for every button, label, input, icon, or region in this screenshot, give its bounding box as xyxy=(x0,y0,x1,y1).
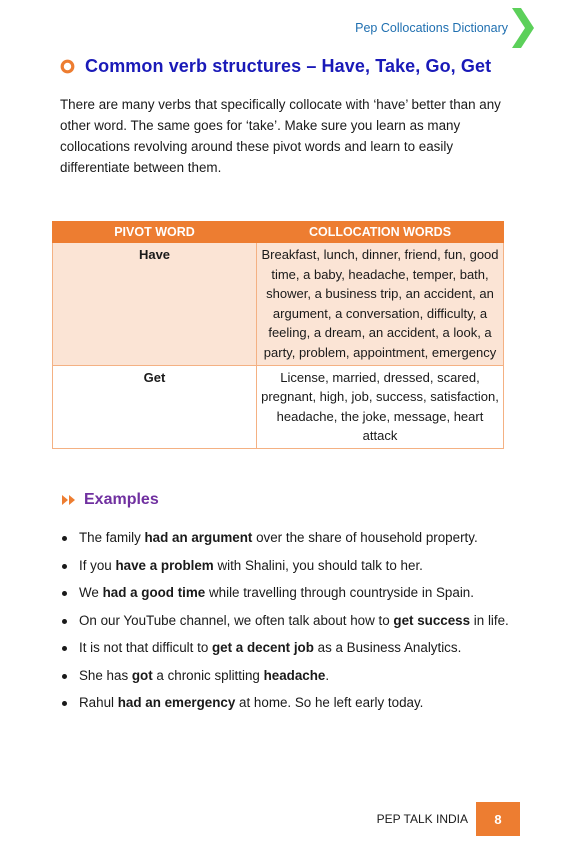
example-highlight: had a good time xyxy=(102,585,206,600)
bullet-icon xyxy=(62,674,67,679)
bullet-icon xyxy=(62,619,67,624)
example-highlight: have a problem xyxy=(115,557,214,573)
example-text: as a Business Analytics. xyxy=(313,640,462,655)
example-text: Rahul xyxy=(79,695,118,710)
ring-bullet-icon xyxy=(60,59,75,74)
section-heading xyxy=(60,56,491,77)
table-row xyxy=(53,243,504,366)
example-item xyxy=(60,611,520,632)
example-item xyxy=(60,693,520,714)
example-text: at home. So he left early today. xyxy=(235,695,424,710)
bullet-icon xyxy=(62,701,67,706)
example-item xyxy=(60,528,520,549)
running-header xyxy=(355,8,534,48)
page-footer xyxy=(377,802,520,836)
pivot-word-cell: Get xyxy=(53,365,257,448)
double-arrow-icon xyxy=(62,494,76,506)
examples-list xyxy=(60,528,520,721)
example-text: with Shalini, you should talk to her. xyxy=(213,557,423,573)
table-header-row xyxy=(53,222,504,243)
example-highlight: get success xyxy=(393,612,471,628)
example-item xyxy=(60,638,520,659)
column-header-collocations: COLLOCATION WORDS xyxy=(257,222,504,243)
example-text: a chronic splitting xyxy=(152,667,264,683)
table-row xyxy=(53,365,504,448)
example-text: . xyxy=(325,667,330,683)
page-number: 8 xyxy=(476,802,520,836)
example-text: The family xyxy=(79,530,145,545)
example-text: in life. xyxy=(470,612,509,628)
example-highlight: headache xyxy=(263,667,326,683)
bullet-icon xyxy=(62,564,67,569)
example-highlight: had an argument xyxy=(144,530,253,545)
example-item xyxy=(60,666,520,687)
column-header-pivot: PIVOT WORD xyxy=(53,222,257,243)
bullet-icon xyxy=(62,536,67,541)
footer-label: PEP TALK INDIA xyxy=(376,812,468,826)
examples-title: Examples xyxy=(84,491,159,508)
chevron-right-icon xyxy=(512,8,534,48)
example-item xyxy=(60,583,520,604)
intro-paragraph: There are many verbs that specifically collocate with ‘have’ better than any other word. The same goes for ‘take’. Make sure you learn as many collocations revolving around these pivot words and learn to easily differentiate between them. xyxy=(60,97,501,175)
example-highlight: got xyxy=(131,667,153,683)
example-text: On our YouTube channel, we often talk about how to xyxy=(79,612,394,628)
example-highlight: get a decent job xyxy=(211,640,314,655)
example-text: over the share of household property. xyxy=(252,530,478,545)
example-text: If you xyxy=(79,557,116,573)
example-text: She has xyxy=(79,667,132,683)
bullet-icon xyxy=(62,646,67,651)
section-title: Common verb structures – Have, Take, Go, Get xyxy=(85,56,492,76)
collocation-table xyxy=(52,221,504,449)
bullet-icon xyxy=(62,591,67,596)
example-highlight: had an emergency xyxy=(117,695,236,710)
collocation-cell: Breakfast, lunch, dinner, friend, fun, good time, a baby, headache, temper, bath, shower, a business trip, an accident, an argument, a conversation, difficulty, a feeling, a dream, an accident, a look, a party, problem, appointment, emergency xyxy=(257,243,504,366)
pivot-word-cell: Have xyxy=(53,243,257,366)
examples-heading xyxy=(62,491,159,509)
example-text: It is not that difficult to xyxy=(79,640,212,655)
example-item xyxy=(60,556,520,577)
example-text: We xyxy=(79,585,103,600)
collocation-cell: License, married, dressed, scared, pregnant, high, job, success, satisfaction, headache, the joke, message, heart attack xyxy=(257,365,504,448)
header-title: Pep Collocations Dictionary xyxy=(355,21,508,35)
example-text: while travelling through countryside in Spain. xyxy=(205,585,474,600)
